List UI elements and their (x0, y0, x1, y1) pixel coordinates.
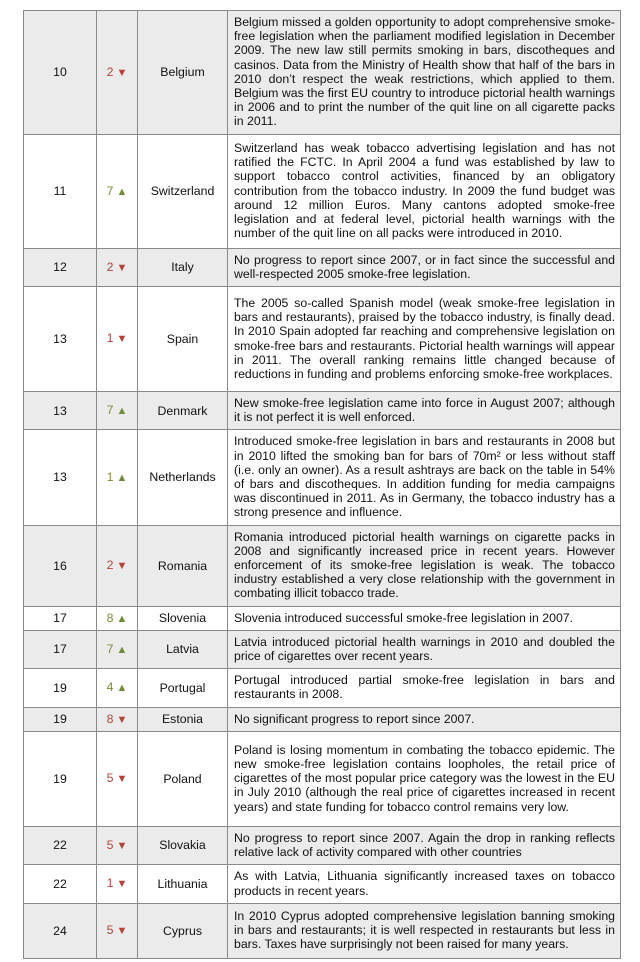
triangle-down-icon: ▼ (113, 560, 128, 573)
rank-change-value: 2 (106, 259, 114, 274)
rank-change-value: 1 (106, 469, 114, 484)
country-cell: Romania (138, 525, 228, 606)
country-cell: Portugal (138, 669, 228, 707)
rank-change-value: 7 (106, 183, 114, 198)
rank-change-value: 8 (106, 711, 114, 726)
triangle-up-icon: ▲ (113, 682, 128, 695)
rank-change-cell (97, 134, 138, 248)
triangle-up-icon: ▲ (113, 612, 128, 625)
description-cell: Introduced smoke-free legislation in bars and restaurants in 2008 but in 2010 lifted the smoking ban for bars of 70m² or less without staff (i.e. only an owner). As a result ashtrays are back on the table in 54% of bars and discotheques. In addition funding for media campaigns was discontinued in 2011. As in Germany, the tobacco industry has a strong presence and influence. (228, 430, 621, 525)
country-cell: Poland (138, 731, 228, 826)
description-cell: The 2005 so-called Spanish model (weak smoke-free legislation in bars and restaurants), praised by the tobacco industry, is finally dead. In 2010 Spain adopted far reaching and comprehensive legislation on smoke-free bars and restaurants. Pictorial health warnings will appear in 2011. The overall ranking remains little changed because of reductions in funding and problems enforcing smoke-free workplaces. (228, 287, 621, 392)
rank-change-value: 5 (106, 837, 114, 852)
triangle-down-icon: ▼ (113, 66, 128, 79)
country-cell: Estonia (138, 707, 228, 731)
description-cell: Portugal introduced partial smoke-free legislation in bars and restaurants in 2008. (228, 669, 621, 707)
triangle-down-icon: ▼ (113, 773, 128, 786)
rank-change-cell (97, 606, 138, 630)
triangle-up-icon: ▲ (113, 643, 128, 656)
rank-cell: 22 (24, 865, 97, 903)
table-row (24, 134, 621, 248)
rank-change-value: 4 (106, 680, 114, 695)
rank-cell: 24 (24, 903, 97, 958)
rank-cell: 13 (24, 430, 97, 525)
table-row (24, 731, 621, 826)
country-cell: Cyprus (138, 903, 228, 958)
rank-cell: 13 (24, 287, 97, 392)
triangle-down-icon: ▼ (113, 925, 128, 938)
rank-change-cell (97, 826, 138, 864)
table-row (24, 669, 621, 707)
rank-cell: 19 (24, 669, 97, 707)
rank-cell: 17 (24, 606, 97, 630)
rank-change-value: 5 (106, 923, 114, 938)
rank-change-cell (97, 865, 138, 903)
description-cell: Switzerland has weak tobacco advertising legislation and has not ratified the FCTC. In April 2004 a fund was established by law to support tobacco control activities, financed by an obligatory contribution from the tobacco industry. In 2009 the fund budget was around 12 million Euros. Many cantons adopted smoke-free legislation and at federal level, pictorial health warnings with the number of the quit line on all packs were introduced in 2010. (228, 134, 621, 248)
table-row (24, 430, 621, 525)
table-row (24, 606, 621, 630)
rank-cell: 10 (24, 11, 97, 135)
rank-change-cell (97, 669, 138, 707)
triangle-down-icon: ▼ (113, 878, 128, 891)
ranking-table-container (23, 10, 621, 959)
triangle-down-icon: ▼ (113, 333, 128, 346)
country-cell: Switzerland (138, 134, 228, 248)
rank-change-value: 7 (106, 641, 114, 656)
triangle-up-icon: ▲ (113, 405, 128, 418)
description-cell: Slovenia introduced successful smoke-free legislation in 2007. (228, 606, 621, 630)
rank-change-value: 7 (106, 403, 114, 418)
rank-change-cell (97, 430, 138, 525)
table-row (24, 392, 621, 430)
rank-cell: 13 (24, 392, 97, 430)
country-cell: Italy (138, 248, 228, 286)
table-row (24, 865, 621, 903)
description-cell: Poland is losing momentum in combating the tobacco epidemic. The new smoke-free legislation contains loopholes, the retail price of cigarettes of the most popular price category was the lowest in the EU in July 2010 (although the real price of cigarettes increased in recent years) and state funding for tobacco control remains very low. (228, 731, 621, 826)
country-ranking-table (23, 10, 621, 959)
table-row (24, 903, 621, 958)
rank-cell: 16 (24, 525, 97, 606)
rank-change-cell (97, 707, 138, 731)
description-cell: As with Latvia, Lithuania significantly increased taxes on tobacco products in recent years. (228, 865, 621, 903)
description-cell: In 2010 Cyprus adopted comprehensive legislation banning smoking in bars and restaurants; it is well respected in restaurants but less in bars. Taxes have surprisingly not been raised for many years. (228, 903, 621, 958)
rank-change-value: 1 (106, 331, 114, 346)
rank-change-value: 1 (106, 876, 114, 891)
triangle-down-icon: ▼ (113, 261, 128, 274)
rank-change-cell (97, 248, 138, 286)
country-cell: Lithuania (138, 865, 228, 903)
description-cell: No significant progress to report since 2007. (228, 707, 621, 731)
ranking-table-body (24, 11, 621, 959)
description-cell: Belgium missed a golden opportunity to adopt comprehensive smoke-free legislation when the parliament modified legislation in December 2009. The new law still permits smoking in bars, discotheques and casinos. Data from the Ministry of Health show that half of the bars in 2010 don’t respect the weak restrictions, which applied to them. Belgium was the first EU country to introduce pictorial health warnings in 2006 and to print the number of the quit line on all cigarette packs in 2011. (228, 11, 621, 135)
table-row (24, 826, 621, 864)
description-cell: No progress to report since 2007, or in fact since the successful and well-respected 2005 smoke-free legislation. (228, 248, 621, 286)
triangle-down-icon: ▼ (113, 713, 128, 726)
country-cell: Latvia (138, 630, 228, 668)
country-cell: Slovenia (138, 606, 228, 630)
rank-change-value: 2 (106, 64, 114, 79)
table-row (24, 707, 621, 731)
rank-cell: 12 (24, 248, 97, 286)
table-row (24, 525, 621, 606)
rank-cell: 17 (24, 630, 97, 668)
table-row (24, 630, 621, 668)
description-cell: Latvia introduced pictorial health warnings in 2010 and doubled the price of cigarettes over recent years. (228, 630, 621, 668)
rank-cell: 11 (24, 134, 97, 248)
table-row (24, 11, 621, 135)
rank-change-cell (97, 287, 138, 392)
country-cell: Denmark (138, 392, 228, 430)
rank-change-cell (97, 11, 138, 135)
table-row (24, 287, 621, 392)
rank-change-cell (97, 392, 138, 430)
rank-change-cell (97, 630, 138, 668)
triangle-down-icon: ▼ (113, 839, 128, 852)
rank-change-cell (97, 525, 138, 606)
country-cell: Spain (138, 287, 228, 392)
rank-change-value: 5 (106, 771, 114, 786)
rank-change-cell (97, 731, 138, 826)
rank-cell: 22 (24, 826, 97, 864)
description-cell: No progress to report since 2007. Again the drop in ranking reflects relative lack of activity compared with other countries (228, 826, 621, 864)
country-cell: Netherlands (138, 430, 228, 525)
triangle-up-icon: ▲ (113, 471, 128, 484)
rank-change-value: 8 (106, 610, 114, 625)
rank-cell: 19 (24, 707, 97, 731)
rank-change-cell (97, 903, 138, 958)
country-cell: Slovakia (138, 826, 228, 864)
rank-change-value: 2 (106, 558, 114, 573)
description-cell: New smoke-free legislation came into force in August 2007; although it is not perfect it is well enforced. (228, 392, 621, 430)
country-cell: Belgium (138, 11, 228, 135)
table-row (24, 248, 621, 286)
triangle-up-icon: ▲ (113, 185, 128, 198)
description-cell: Romania introduced pictorial health warnings on cigarette packs in 2008 and significantly increased price in recent years. However enforcement of its smoke-free legislation is weak. The tobacco industry established a very close relationship with the government in combating illicit tobacco trade. (228, 525, 621, 606)
rank-cell: 19 (24, 731, 97, 826)
